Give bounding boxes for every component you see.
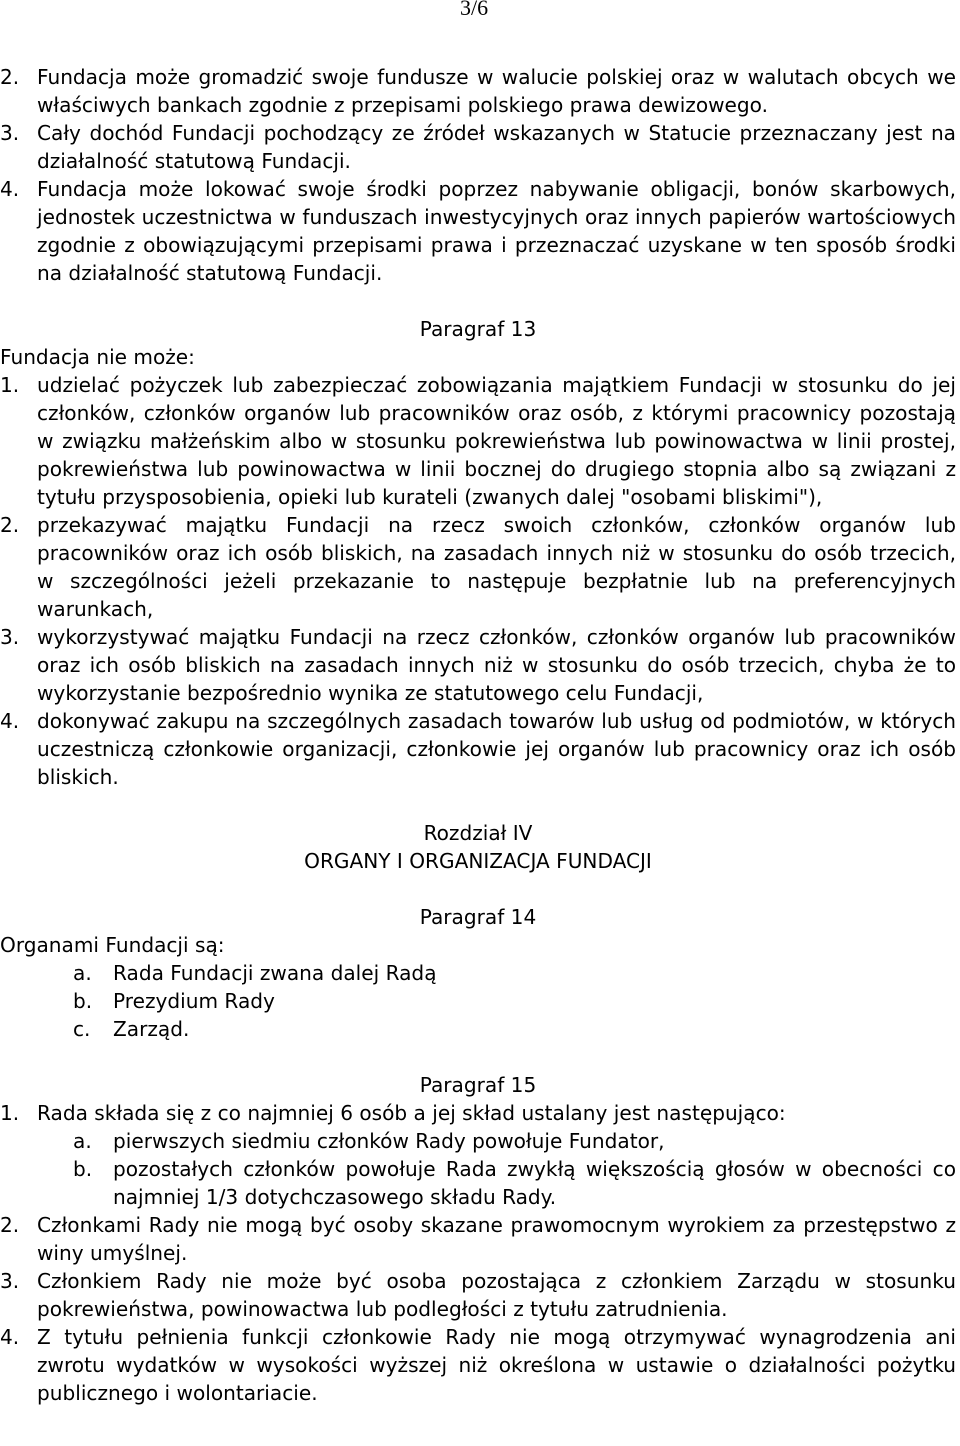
item-number: 2. [0,513,20,537]
item-text: Fundacja może lokować swoje środki poprzez nabywanie obligacji, bonów skarbowych, jednostek uczestnictwa w funduszach inwestycyjnych oraz innych papierów wartościowych zgodnie z obowiązującymi przepisami prawa i przeznaczać uzyskane w ten sposób środki na działalność statutową Fundacji. [37,177,956,285]
item-text: wykorzystywać majątku Fundacji na rzecz członków, członków organów lub pracowników oraz ich osób bliskich na zasadach innych niż w stosunku do osób trzecich, chyba że to wykorzystanie bezpośrednio wynika ze statutowego celu Fundacji, [37,625,956,705]
top-list [0,63,956,287]
paragraf-14-list [73,959,956,1043]
item-number: 1. [0,373,20,397]
list-item [0,1099,956,1127]
item-text: Fundacja może gromadzić swoje fundusze w walucie polskiej oraz w walutach obcych we właściwych bankach zgodnie z przepisami polskiego prawa dewizowego. [37,65,956,117]
paragraf-13-intro: Fundacja nie może: [0,345,195,369]
paragraf-15-sub-list [73,1127,956,1211]
item-number: 3. [0,121,20,145]
chapter-title: Rozdział IV [423,821,533,845]
paragraf-14-title: Paragraf 14 [419,905,537,929]
item-number: 2. [0,65,20,89]
list-item [0,119,956,175]
paragraf-15-list [0,1099,956,1407]
item-text: Członkiem Rady nie może być osoba pozostająca z członkiem Zarządu w stosunku pokrewieństwa, powinowactwa lub podległości z tytułu zatrudnienia. [37,1269,956,1321]
item-text: Prezydium Rady [113,989,275,1013]
list-item [0,175,956,287]
document-body [0,63,956,1407]
item-text: pozostałych członków powołuje Rada zwykłą większością głosów w obecności co najmniej 1/3 dotychczasowego składu Rady. [113,1157,956,1209]
item-text: dokonywać zakupu na szczególnych zasadach towarów lub usług od podmiotów, w których uczestniczą członkowie organizacji, członkowie jej organów lub pracownicy oraz ich osób bliskich. [37,709,956,789]
item-number: 2. [0,1213,20,1237]
list-item [0,623,956,707]
item-number: 3. [0,1269,20,1293]
list-item [0,63,956,119]
list-item [0,1323,956,1407]
paragraf-14-intro: Organami Fundacji są: [0,933,225,957]
page-number: 3/6 [460,0,489,20]
item-text: Cały dochód Fundacji pochodzący ze źródeł wskazanych w Statucie przeznaczany jest na działalność statutową Fundacji. [37,121,956,173]
list-item [0,1267,956,1323]
chapter-subtitle: ORGANY I ORGANIZACJA FUNDACJI [304,849,652,873]
item-text: Rada Fundacji zwana dalej Radą [113,961,437,985]
item-text: pierwszych siedmiu członków Rady powołuje Fundator, [113,1129,665,1153]
item-text: Zarząd. [113,1017,190,1041]
item-text: udzielać pożyczek lub zabezpieczać zobowiązania majątkiem Fundacji w stosunku do jej członków, członków organów lub pracowników oraz osób, z którymi pracownicy pozostają w związku małżeńskim albo w stosunku pokrewieństwa lub powinowactwa w linii prostej, pokrewieństwa lub powinowactwa w linii bocznej do drugiego stopnia albo są związani z tytułu przysposobienia, opieki lub kurateli (zwanych dalej "osobami bliskimi"), [37,373,956,509]
item-letter: a. [73,1129,92,1153]
item-number: 4. [0,709,20,733]
item-number: 4. [0,177,20,201]
list-item [0,511,956,623]
item-number: 4. [0,1325,20,1349]
item-letter: b. [73,1157,93,1181]
list-item [73,959,956,987]
paragraf-15-title: Paragraf 15 [419,1073,537,1097]
list-item [0,707,956,791]
list-item [73,1155,956,1211]
paragraf-13-list [0,371,956,791]
paragraf-13-title: Paragraf 13 [419,317,537,341]
item-letter: c. [73,1017,91,1041]
list-item [73,987,956,1015]
item-number: 1. [0,1101,20,1125]
list-item [73,1127,956,1155]
item-number: 3. [0,625,20,649]
item-text: przekazywać majątku Fundacji na rzecz swoich członków, członków organów lub pracowników oraz ich osób bliskich, na zasadach innych niż w stosunku do osób trzecich, w szczególności jeżeli przekazanie to następuje bezpłatnie lub na preferencyjnych warunkach, [37,513,956,621]
item-text: Członkami Rady nie mogą być osoby skazane prawomocnym wyrokiem za przestępstwo z winy umyślnej. [37,1213,956,1265]
item-letter: b. [73,989,93,1013]
list-item [0,371,956,511]
item-text: Z tytułu pełnienia funkcji członkowie Rady nie mogą otrzymywać wynagrodzenia ani zwrotu wydatków w wysokości wyższej niż określona w ustawie o działalności pożytku publicznego i wolontariacie. [37,1325,956,1405]
list-item [73,1015,956,1043]
list-item [0,1211,956,1267]
item-letter: a. [73,961,92,985]
item-text: Rada składa się z co najmniej 6 osób a jej skład ustalany jest następująco: [37,1101,786,1125]
